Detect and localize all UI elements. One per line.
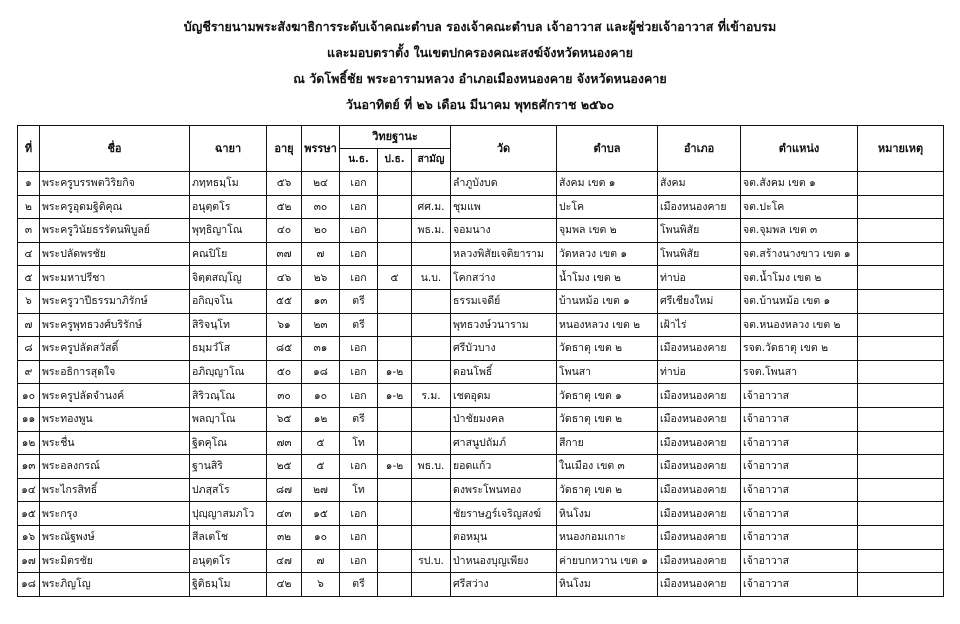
- cell-ps: [378, 172, 412, 196]
- cell-age: ๓๗: [267, 242, 302, 266]
- cell-tambon: ในเมือง เขต ๓: [557, 455, 658, 479]
- cell-ps: [378, 525, 412, 549]
- table-row: [18, 360, 944, 384]
- cell-amphoe: เมืองหนองคาย: [658, 573, 741, 597]
- cell-note: [858, 172, 944, 196]
- cell-saman: [412, 360, 451, 384]
- table-row: [18, 384, 944, 408]
- cell-ps: [378, 337, 412, 361]
- cell-age: ๗๓: [267, 431, 302, 455]
- cell-wat: หลวงพิสัยเจติยาราม: [451, 242, 557, 266]
- cell-ps: [378, 431, 412, 455]
- cell-note: [858, 242, 944, 266]
- cell-name: พระมิตรชัย: [40, 549, 190, 573]
- cell-ns: ตรี: [340, 573, 378, 597]
- cell-pansa: ๓๑: [302, 337, 340, 361]
- cell-saman: [412, 525, 451, 549]
- cell-no: ๑๗: [18, 549, 40, 573]
- cell-amphoe: เมืองหนองคาย: [658, 431, 741, 455]
- cell-tambon: จุมพล เขต ๒: [557, 219, 658, 243]
- cell-pansa: ๒๓: [302, 313, 340, 337]
- cell-wat: ชุมแพ: [451, 195, 557, 219]
- cell-pansa: ๑๕: [302, 502, 340, 526]
- cell-age: ๕๕: [267, 289, 302, 313]
- cell-amphoe: เฝ้าไร่: [658, 313, 741, 337]
- cell-pansa: ๗: [302, 549, 340, 573]
- cell-ns: ตรี: [340, 407, 378, 431]
- table-row: [18, 289, 944, 313]
- cell-ns: เอก: [340, 502, 378, 526]
- cell-position: เจ้าอาวาส: [741, 407, 858, 431]
- col-note: หมายเหตุ: [858, 126, 944, 172]
- cell-ns: ตรี: [340, 313, 378, 337]
- col-ps: ป.ธ.: [378, 149, 412, 172]
- col-ns: น.ธ.: [340, 149, 378, 172]
- cell-ps: [378, 289, 412, 313]
- cell-saman: พธ.บ.: [412, 455, 451, 479]
- cell-ps: ๑-๒: [378, 455, 412, 479]
- cell-name: พระอลงกรณ์: [40, 455, 190, 479]
- cell-name: พระกรุง: [40, 502, 190, 526]
- cell-position: รจต.วัดธาตุ เขต ๒: [741, 337, 858, 361]
- cell-wat: ชัยราษฎร์เจริญสงฆ์: [451, 502, 557, 526]
- cell-note: [858, 455, 944, 479]
- cell-note: [858, 549, 944, 573]
- roster-table: [17, 125, 944, 597]
- cell-age: ๖๕: [267, 407, 302, 431]
- cell-wat: ตอหมุน: [451, 525, 557, 549]
- table-row: [18, 337, 944, 361]
- col-position: ตำแหน่ง: [741, 126, 858, 172]
- cell-chaya: ฐานสิริ: [190, 455, 267, 479]
- cell-position: จต.สังคม เขต ๑: [741, 172, 858, 196]
- cell-age: ๖๑: [267, 313, 302, 337]
- cell-saman: [412, 313, 451, 337]
- cell-name: พระไกรสิทธิ์: [40, 478, 190, 502]
- table-row: [18, 219, 944, 243]
- cell-ps: [378, 219, 412, 243]
- cell-age: ๕๖: [267, 172, 302, 196]
- cell-tambon: ค่ายบกหวาน เขต ๑: [557, 549, 658, 573]
- cell-no: ๑๐: [18, 384, 40, 408]
- cell-ps: [378, 549, 412, 573]
- cell-chaya: พลญฺาโณ: [190, 407, 267, 431]
- cell-tambon: วัดธาตุ เขต ๒: [557, 478, 658, 502]
- cell-wat: จอมนาง: [451, 219, 557, 243]
- cell-ps: [378, 195, 412, 219]
- cell-no: ๑๖: [18, 525, 40, 549]
- cell-ns: เอก: [340, 455, 378, 479]
- cell-age: ๘๕: [267, 337, 302, 361]
- col-no: ที่: [18, 126, 40, 172]
- cell-position: จต.สร้างนางขาว เขต ๑: [741, 242, 858, 266]
- cell-chaya: อนุตฺตโร: [190, 549, 267, 573]
- cell-name: พระครูวาปีธรรมาภิรักษ์: [40, 289, 190, 313]
- cell-pansa: ๑๓: [302, 289, 340, 313]
- cell-ps: [378, 313, 412, 337]
- cell-age: ๒๕: [267, 455, 302, 479]
- cell-no: ๕: [18, 266, 40, 290]
- cell-saman: ร.ม.: [412, 384, 451, 408]
- cell-chaya: พุทฺธิญาโณ: [190, 219, 267, 243]
- table-row: [18, 313, 944, 337]
- cell-position: เจ้าอาวาส: [741, 478, 858, 502]
- cell-position: จต.ปะโค: [741, 195, 858, 219]
- cell-position: จต.จุมพล เขต ๓: [741, 219, 858, 243]
- cell-name: พระครูวินัยธรรัตนพิบูลย์: [40, 219, 190, 243]
- cell-pansa: ๑๐: [302, 525, 340, 549]
- cell-ns: โท: [340, 478, 378, 502]
- cell-ns: เอก: [340, 337, 378, 361]
- cell-amphoe: เมืองหนองคาย: [658, 384, 741, 408]
- cell-chaya: จิตฺตสญฺโญ: [190, 266, 267, 290]
- cell-ps: ๑-๒: [378, 384, 412, 408]
- cell-chaya: ปุญฺญาสมภโว: [190, 502, 267, 526]
- table-row: [18, 525, 944, 549]
- cell-age: ๔๖: [267, 266, 302, 290]
- cell-wat: ศรีบัวบาง: [451, 337, 557, 361]
- cell-position: เจ้าอาวาส: [741, 384, 858, 408]
- cell-age: ๘๗: [267, 478, 302, 502]
- cell-tambon: หนองกอมเกาะ: [557, 525, 658, 549]
- cell-tambon: หินโงม: [557, 502, 658, 526]
- cell-note: [858, 478, 944, 502]
- cell-no: ๑๕: [18, 502, 40, 526]
- col-tambon: ตำบล: [557, 126, 658, 172]
- cell-amphoe: เมืองหนองคาย: [658, 455, 741, 479]
- document-header: [0, 0, 960, 118]
- cell-chaya: ภทฺทธมฺโม: [190, 172, 267, 196]
- table-row: [18, 407, 944, 431]
- cell-tambon: วัดหลวง เขต ๑: [557, 242, 658, 266]
- cell-ns: เอก: [340, 242, 378, 266]
- header-line-4: วันอาทิตย์ ที่ ๒๖ เดือน มีนาคม พุทธศักราช ๒๕๖๐: [345, 97, 615, 112]
- cell-wat: ดอนโพธิ์: [451, 360, 557, 384]
- table-header: [18, 126, 944, 172]
- cell-amphoe: ท่าบ่อ: [658, 266, 741, 290]
- table-body: [18, 172, 944, 597]
- table-row: [18, 549, 944, 573]
- cell-amphoe: เมืองหนองคาย: [658, 502, 741, 526]
- cell-wat: ดงพระโพนทอง: [451, 478, 557, 502]
- cell-ns: เอก: [340, 172, 378, 196]
- cell-note: [858, 360, 944, 384]
- cell-position: รจต.โพนสา: [741, 360, 858, 384]
- cell-pansa: ๒๔: [302, 172, 340, 196]
- cell-chaya: คณปิโย: [190, 242, 267, 266]
- cell-chaya: ฐิติธมฺโม: [190, 573, 267, 597]
- cell-tambon: บ้านหม้อ เขต ๑: [557, 289, 658, 313]
- table-row: [18, 478, 944, 502]
- cell-amphoe: สังคม: [658, 172, 741, 196]
- header-line-2: และมอบตราตั้ง ในเขตปกครองคณะสงฆ์จังหวัดหนองคาย: [327, 45, 633, 60]
- cell-tambon: สีกาย: [557, 431, 658, 455]
- cell-note: [858, 266, 944, 290]
- cell-amphoe: เมืองหนองคาย: [658, 195, 741, 219]
- cell-amphoe: ท่าบ่อ: [658, 360, 741, 384]
- header-line-3: ณ วัดโพธิ์ชัย พระอารามหลวง อำเภอเมืองหนองคาย จังหวัดหนองคาย: [293, 71, 667, 86]
- cell-no: ๙: [18, 360, 40, 384]
- cell-note: [858, 407, 944, 431]
- cell-ps: [378, 502, 412, 526]
- cell-pansa: ๒๐: [302, 219, 340, 243]
- cell-no: ๖: [18, 289, 40, 313]
- cell-ns: โท: [340, 431, 378, 455]
- cell-wat: ป่าหนองบุญเพียง: [451, 549, 557, 573]
- cell-pansa: ๓๐: [302, 195, 340, 219]
- cell-wat: ลำภูบังบด: [451, 172, 557, 196]
- cell-ns: เอก: [340, 549, 378, 573]
- table-row: [18, 172, 944, 196]
- cell-ps: ๑-๒: [378, 360, 412, 384]
- cell-position: เจ้าอาวาส: [741, 431, 858, 455]
- col-amphoe: อำเภอ: [658, 126, 741, 172]
- table-row: [18, 195, 944, 219]
- cell-ns: เอก: [340, 360, 378, 384]
- cell-ps: ๕: [378, 266, 412, 290]
- cell-saman: [412, 242, 451, 266]
- cell-saman: [412, 172, 451, 196]
- cell-amphoe: เมืองหนองคาย: [658, 407, 741, 431]
- cell-tambon: วัดธาตุ เขต ๒: [557, 337, 658, 361]
- cell-wat: ธรรมเจดีย์: [451, 289, 557, 313]
- cell-ps: [378, 407, 412, 431]
- cell-saman: [412, 407, 451, 431]
- header-line-1: บัญชีรายนามพระสังฆาธิการระดับเจ้าคณะตำบล รองเจ้าคณะตำบล เจ้าอาวาส และผู้ช่วยเจ้าอาวาส ที่เข้าอบรม: [183, 19, 777, 34]
- col-wat: วัด: [451, 126, 557, 172]
- cell-no: ๑๑: [18, 407, 40, 431]
- cell-name: พระมหาปรีชา: [40, 266, 190, 290]
- cell-saman: [412, 289, 451, 313]
- cell-ps: [378, 573, 412, 597]
- cell-note: [858, 431, 944, 455]
- cell-ns: เอก: [340, 219, 378, 243]
- cell-ps: [378, 478, 412, 502]
- cell-saman: [412, 478, 451, 502]
- cell-note: [858, 313, 944, 337]
- cell-position: จต.บ้านหม้อ เขต ๑: [741, 289, 858, 313]
- cell-name: พระชื่น: [40, 431, 190, 455]
- cell-name: พระครูปลัดสวัสดิ์: [40, 337, 190, 361]
- cell-tambon: ปะโค: [557, 195, 658, 219]
- cell-ns: เอก: [340, 384, 378, 408]
- cell-amphoe: เมืองหนองคาย: [658, 525, 741, 549]
- cell-chaya: สิริจนฺโท: [190, 313, 267, 337]
- cell-pansa: ๒๖: [302, 266, 340, 290]
- cell-chaya: ธมฺมวํโส: [190, 337, 267, 361]
- cell-pansa: ๑๒: [302, 407, 340, 431]
- cell-tambon: น้ำโมง เขต ๒: [557, 266, 658, 290]
- cell-saman: ศศ.ม.: [412, 195, 451, 219]
- cell-note: [858, 502, 944, 526]
- cell-name: พระครูบรรพตวิริยกิจ: [40, 172, 190, 196]
- cell-chaya: สิริวณฺโณ: [190, 384, 267, 408]
- cell-saman: [412, 502, 451, 526]
- cell-amphoe: ศรีเชียงใหม่: [658, 289, 741, 313]
- cell-pansa: ๖: [302, 573, 340, 597]
- cell-position: เจ้าอาวาส: [741, 573, 858, 597]
- col-age: อายุ: [267, 126, 302, 172]
- cell-chaya: อนุตฺตโร: [190, 195, 267, 219]
- cell-chaya: อภิญฺญาโณ: [190, 360, 267, 384]
- cell-tambon: วัดธาตุ เขต ๒: [557, 407, 658, 431]
- cell-tambon: โพนสา: [557, 360, 658, 384]
- cell-saman: [412, 431, 451, 455]
- table-row: [18, 502, 944, 526]
- cell-tambon: หินโงม: [557, 573, 658, 597]
- cell-note: [858, 384, 944, 408]
- cell-wat: ป่าชัยมงคล: [451, 407, 557, 431]
- cell-saman: รป.บ.: [412, 549, 451, 573]
- cell-ns: เอก: [340, 266, 378, 290]
- cell-position: จต.หนองหลวง เขต ๒: [741, 313, 858, 337]
- cell-age: ๔๐: [267, 219, 302, 243]
- cell-amphoe: โพนพิสัย: [658, 242, 741, 266]
- cell-age: ๕๐: [267, 360, 302, 384]
- cell-wat: เชตอุดม: [451, 384, 557, 408]
- cell-tambon: สังคม เขต ๑: [557, 172, 658, 196]
- cell-note: [858, 573, 944, 597]
- cell-pansa: ๑๐: [302, 384, 340, 408]
- cell-pansa: ๒๗: [302, 478, 340, 502]
- cell-no: ๑๓: [18, 455, 40, 479]
- cell-wat: ศรีสว่าง: [451, 573, 557, 597]
- cell-pansa: ๑๘: [302, 360, 340, 384]
- cell-position: เจ้าอาวาส: [741, 455, 858, 479]
- cell-tambon: หนองหลวง เขต ๒: [557, 313, 658, 337]
- cell-saman: [412, 337, 451, 361]
- table-row: [18, 431, 944, 455]
- table-row: [18, 242, 944, 266]
- cell-name: พระปลัดพรชัย: [40, 242, 190, 266]
- cell-age: ๓๐: [267, 384, 302, 408]
- cell-age: ๔๒: [267, 573, 302, 597]
- cell-pansa: ๗: [302, 242, 340, 266]
- cell-age: ๓๒: [267, 525, 302, 549]
- cell-saman: พธ.ม.: [412, 219, 451, 243]
- cell-note: [858, 337, 944, 361]
- cell-ps: [378, 242, 412, 266]
- cell-wat: พุทธวงษ์วนาราม: [451, 313, 557, 337]
- cell-pansa: ๕: [302, 455, 340, 479]
- cell-wat: ศาสนูปถัมภ์: [451, 431, 557, 455]
- cell-no: ๔: [18, 242, 40, 266]
- cell-name: พระครูพุทธวงศ์บริรักษ์: [40, 313, 190, 337]
- cell-amphoe: เมืองหนองคาย: [658, 549, 741, 573]
- cell-note: [858, 289, 944, 313]
- cell-wat: ยอดแก้ว: [451, 455, 557, 479]
- cell-no: ๑: [18, 172, 40, 196]
- cell-ns: เอก: [340, 525, 378, 549]
- cell-amphoe: เมืองหนองคาย: [658, 478, 741, 502]
- cell-name: พระภิญโญ: [40, 573, 190, 597]
- cell-chaya: สีลเตโช: [190, 525, 267, 549]
- table-row: [18, 573, 944, 597]
- cell-chaya: อกิญฺจโน: [190, 289, 267, 313]
- cell-amphoe: โพนพิสัย: [658, 219, 741, 243]
- cell-no: ๑๒: [18, 431, 40, 455]
- cell-position: เจ้าอาวาส: [741, 549, 858, 573]
- cell-age: ๔๗: [267, 549, 302, 573]
- cell-amphoe: เมืองหนองคาย: [658, 337, 741, 361]
- cell-age: ๕๒: [267, 195, 302, 219]
- cell-name: พระครูปลัดจำนงค์: [40, 384, 190, 408]
- cell-tambon: วัดธาตุ เขต ๑: [557, 384, 658, 408]
- col-chaya: ฉายา: [190, 126, 267, 172]
- cell-no: ๘: [18, 337, 40, 361]
- cell-no: ๑๔: [18, 478, 40, 502]
- cell-no: ๒: [18, 195, 40, 219]
- cell-name: พระทองพูน: [40, 407, 190, 431]
- cell-no: ๑๘: [18, 573, 40, 597]
- cell-no: ๓: [18, 219, 40, 243]
- cell-note: [858, 195, 944, 219]
- cell-position: เจ้าอาวาส: [741, 525, 858, 549]
- cell-note: [858, 219, 944, 243]
- cell-pansa: ๕: [302, 431, 340, 455]
- cell-chaya: ปภสฺสโร: [190, 478, 267, 502]
- col-pansa: พรรษา: [302, 126, 340, 172]
- cell-name: พระอธิการสุดใจ: [40, 360, 190, 384]
- cell-wat: โคกสว่าง: [451, 266, 557, 290]
- col-saman: สามัญ: [412, 149, 451, 172]
- cell-ns: เอก: [340, 195, 378, 219]
- cell-age: ๔๓: [267, 502, 302, 526]
- cell-name: พระณัฐพงษ์: [40, 525, 190, 549]
- col-name: ชื่อ: [40, 126, 190, 172]
- cell-no: ๗: [18, 313, 40, 337]
- table-row: [18, 266, 944, 290]
- table-row: [18, 455, 944, 479]
- cell-note: [858, 525, 944, 549]
- cell-name: พระครูอุดมฐิติคุณ: [40, 195, 190, 219]
- cell-saman: น.บ.: [412, 266, 451, 290]
- cell-chaya: ฐิตคุโณ: [190, 431, 267, 455]
- cell-position: จต.น้ำโมง เขต ๒: [741, 266, 858, 290]
- col-wittaya: วิทยฐานะ: [340, 126, 451, 149]
- cell-position: เจ้าอาวาส: [741, 502, 858, 526]
- cell-saman: [412, 573, 451, 597]
- cell-ns: ตรี: [340, 289, 378, 313]
